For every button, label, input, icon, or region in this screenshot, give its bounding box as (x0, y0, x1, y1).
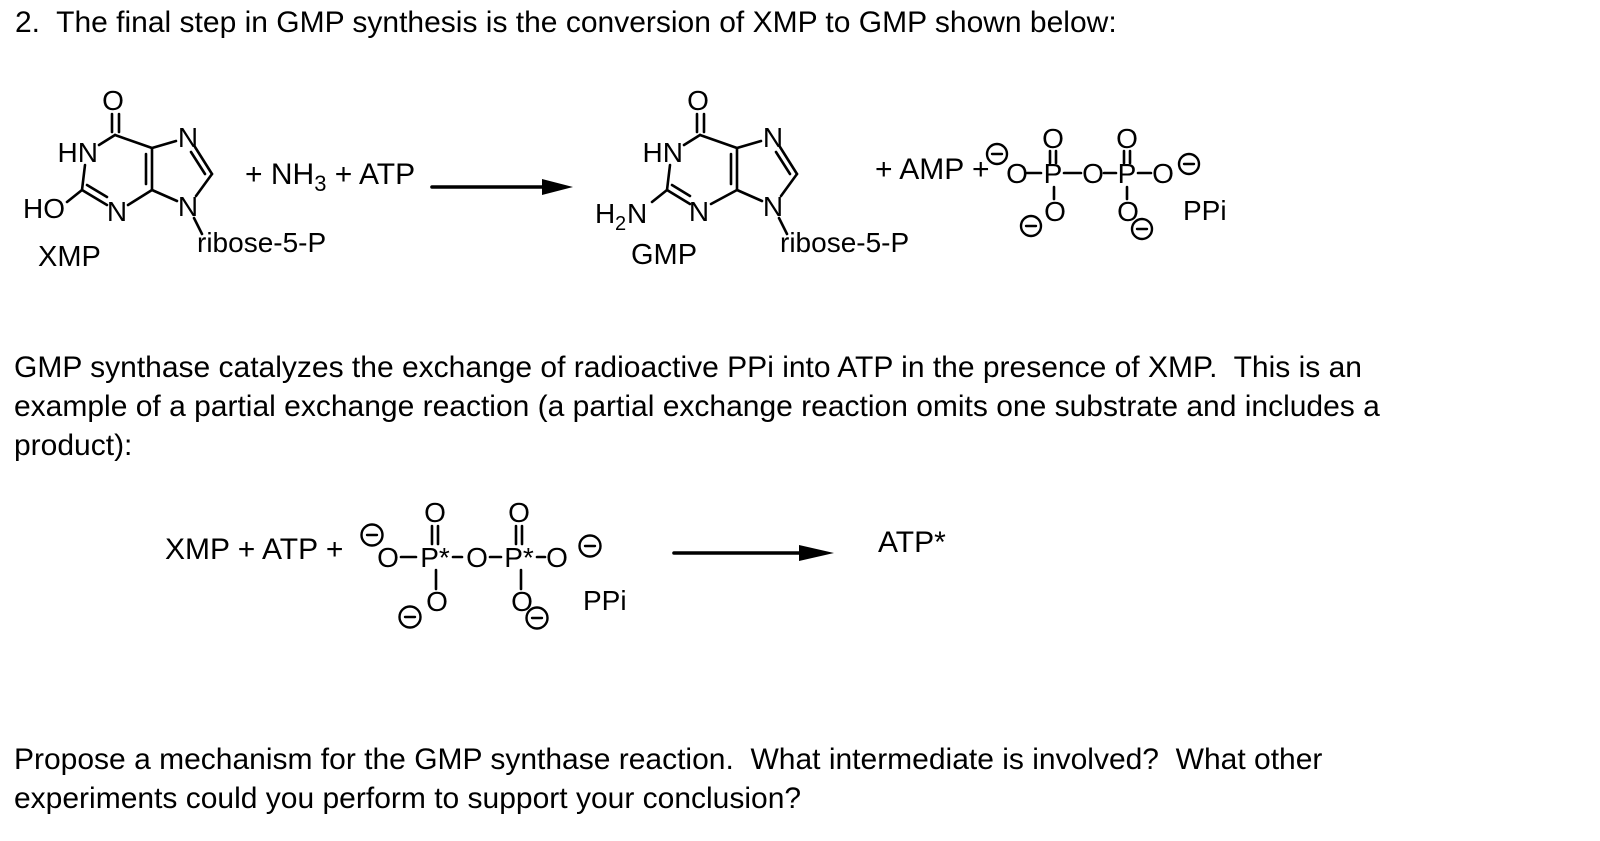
xmp-carbonyl-o: O (102, 85, 124, 116)
ppi-star-structure (350, 498, 650, 633)
paragraph-exchange-line3: product): (14, 429, 133, 462)
gmp-ribose-label: ribose-5-P (780, 227, 910, 258)
reaction2-product: ATP* (878, 526, 946, 559)
ppi-star-o-bottom2: O (511, 586, 533, 617)
problem-title: 2. The final step in GMP synthesis is the conversion of XMP to GMP shown below: (15, 6, 1117, 39)
xmp-n7: N (177, 122, 199, 153)
gmp-name-label: GMP (631, 239, 698, 271)
paragraph-question (14, 740, 1322, 818)
atp-suffix: + ATP (326, 158, 416, 191)
gmp-amine-subscript: 2 (615, 213, 627, 235)
xmp-n3: N (106, 196, 128, 227)
ppi-star-label: PPi (583, 585, 627, 616)
negative-charge-icon (1021, 216, 1041, 236)
paragraph-question-line2: experiments could you perform to support your conclusion? (14, 782, 802, 815)
negative-charge-icon (1179, 154, 1199, 174)
ppi-o-left: O (1006, 158, 1028, 189)
negative-charge-icon (580, 536, 601, 557)
ppi-star-o-top1: O (424, 497, 446, 528)
negative-charge-icon (987, 144, 1007, 164)
ppi-o-right: O (1152, 158, 1174, 189)
ppi-o-bottom2: O (1117, 196, 1139, 227)
gmp-carbonyl-o: O (687, 85, 709, 116)
ppi-o-bottom1: O (1044, 196, 1066, 227)
xmp-hydroxyl: HO (23, 193, 65, 224)
paragraph-exchange (14, 348, 1380, 465)
ppi-p2: P (1117, 158, 1137, 189)
gmp-amine-n: N (627, 198, 648, 229)
ppi-star-o-top2: O (508, 497, 530, 528)
xmp-n1h: HN (57, 137, 98, 168)
gmp-n1h: HN (642, 137, 683, 168)
ppi-o-top1: O (1042, 123, 1064, 154)
nh3-prefix: + NH (245, 158, 315, 191)
ppi-p1: P (1043, 158, 1063, 189)
ppi-star-o-left: O (377, 542, 399, 573)
reactants-nh3-atp (245, 155, 415, 194)
ppi-star-o-bridge: O (466, 542, 488, 573)
ppi-star-o-bottom1: O (426, 586, 448, 617)
paragraph-exchange-line2: example of a partial exchange reaction (a partial exchange reaction omits one substrate and includes a (14, 390, 1380, 423)
xmp-n9: N (177, 191, 199, 222)
amp-plus-text: + AMP + (875, 153, 990, 186)
xmp-name-label: XMP (38, 241, 101, 273)
ppi-o-top2: O (1116, 123, 1138, 154)
gmp-structure (575, 85, 915, 280)
reaction2-reactants: XMP + ATP + (165, 533, 344, 566)
nh3-subscript: 3 (314, 171, 327, 196)
gmp-n7: N (762, 122, 784, 153)
ppi-o-bridge: O (1082, 158, 1104, 189)
paragraph-question-line1: Propose a mechanism for the GMP synthase reaction. What intermediate is involved? What other (14, 743, 1323, 776)
paragraph-exchange-line1: GMP synthase catalyzes the exchange of radioactive PPi into ATP in the presence of XMP. This is an (14, 351, 1362, 384)
gmp-n3: N (688, 196, 710, 227)
ppi-star-p2: P* (504, 542, 534, 573)
negative-charge-icon (400, 607, 421, 628)
ppi-label: PPi (1183, 195, 1227, 226)
gmp-n9: N (762, 191, 784, 222)
reaction-arrow-1 (430, 172, 575, 202)
ppi-star-o-right: O (546, 542, 568, 573)
gmp-amine-h: H (595, 198, 616, 229)
ppi-star-p1: P* (420, 542, 450, 573)
xmp-ribose-label: ribose-5-P (197, 227, 327, 258)
reaction-arrow-2 (672, 538, 837, 568)
ppi-structure (980, 120, 1250, 245)
